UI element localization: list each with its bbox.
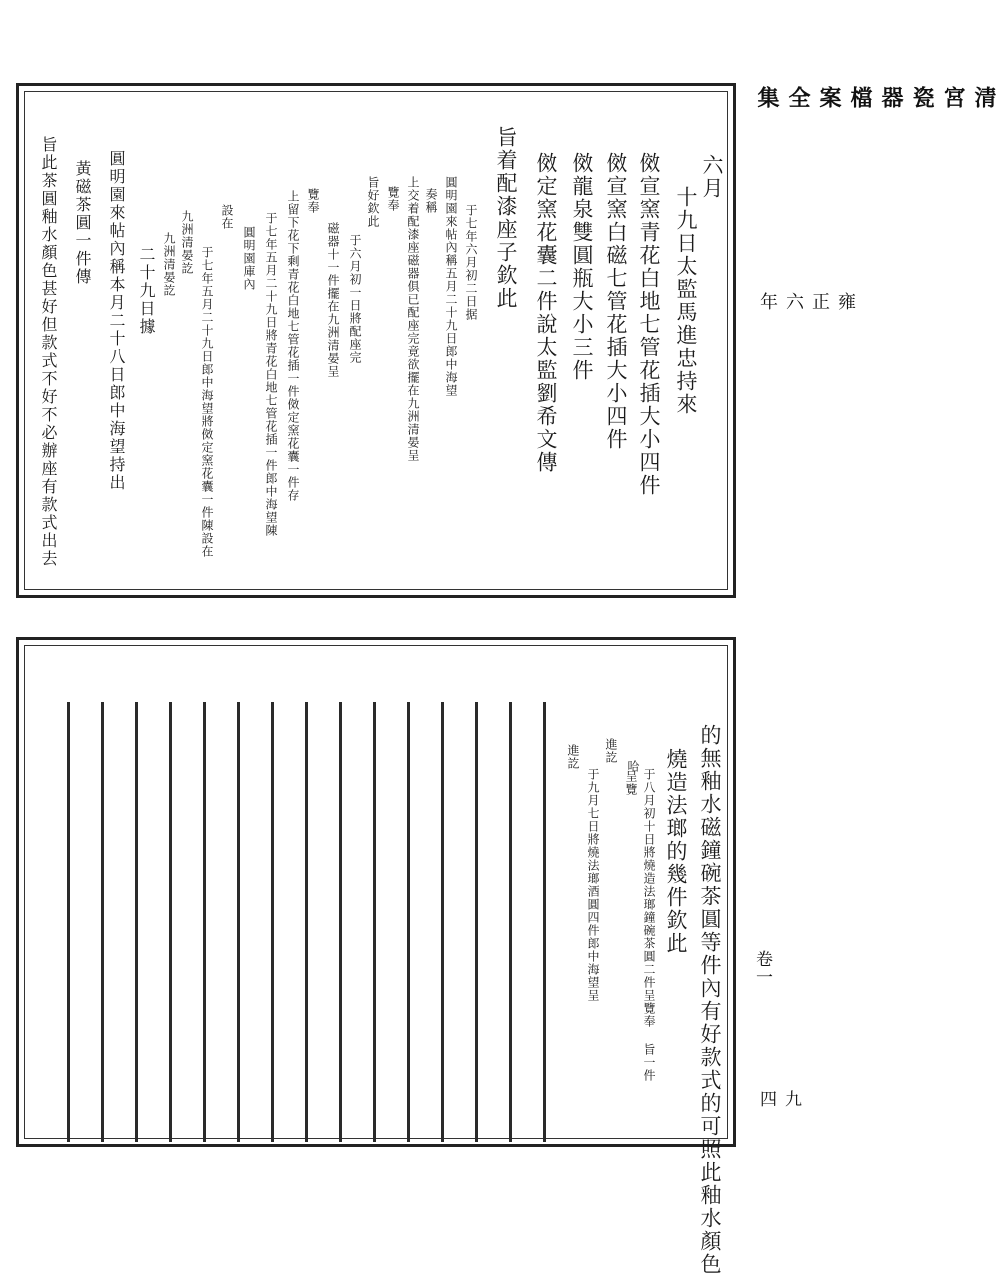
column-rule bbox=[475, 702, 478, 1142]
text-column: 覽奉 bbox=[306, 188, 320, 214]
text-column: 進訖 bbox=[566, 744, 580, 770]
text-column: 傚定窯花囊二件說太監劉希文傳 bbox=[534, 152, 558, 474]
text-column: 設在 bbox=[220, 204, 234, 230]
text-column: 十九日太監馬進忠持來 bbox=[674, 186, 698, 416]
column-rule bbox=[441, 702, 444, 1142]
text-column: 呈覽 bbox=[624, 770, 638, 796]
text-column: 二十九日據 bbox=[137, 246, 156, 336]
text-column: 燒造法瑯的幾件欽此 bbox=[664, 748, 688, 955]
volume-label: 卷一 bbox=[752, 950, 772, 986]
running-footer bbox=[750, 950, 801, 1108]
text-column: 奏稱 bbox=[424, 188, 438, 214]
column-rule bbox=[509, 702, 512, 1142]
page-number: 九四 bbox=[756, 1090, 801, 1108]
text-column: 的無釉水磁鐘碗茶圓等件內有好款式的可照此釉水顏色 bbox=[698, 724, 722, 1276]
text-column: 上交着配漆座磁器俱已配座完竟欲擺在九洲清晏呈 bbox=[406, 176, 420, 462]
text-column: 進訖 bbox=[604, 738, 618, 764]
column-rule bbox=[237, 702, 240, 1142]
page-inner-border bbox=[24, 645, 728, 1139]
text-column: 圓明園來帖內稱五月二十九日郎中海望 bbox=[444, 176, 458, 397]
text-column: 于七年五月二十九日郎中海望將傚定窯花囊一件陳設在 bbox=[200, 246, 214, 558]
text-column: 傚宣窯白磁七管花插大小四件 bbox=[604, 152, 628, 451]
text-column: 旨着配漆座子欽此 bbox=[494, 126, 518, 310]
text-column: 于六月初一日將配座完 bbox=[348, 234, 362, 364]
column-rule bbox=[271, 702, 274, 1142]
text-column: 傚龍泉雙圓瓶大小三件 bbox=[570, 152, 594, 382]
reign-label: 雍正六年 bbox=[757, 292, 856, 311]
text-column: 圓明園庫內 bbox=[242, 226, 256, 291]
text-column: 上留下花下剩青花白地七管花插一件傚定窯花囊一件存 bbox=[286, 190, 300, 502]
text-column: 傚宣窯青花白地七管花插大小四件 bbox=[637, 152, 661, 497]
manuscript-page-upper bbox=[16, 83, 736, 598]
book-title: 清宮瓷器檔案全集 bbox=[754, 86, 997, 109]
text-column: 于七年五月二十九日將青花白地七管花插一件郎中海望陳 bbox=[264, 212, 278, 537]
column-rule bbox=[339, 702, 342, 1142]
text-column: 于七年六月初二日据 bbox=[464, 204, 478, 321]
text-column: 九洲清晏訖 bbox=[180, 210, 194, 275]
column-rule bbox=[305, 702, 308, 1142]
text-column: 旨此茶圓釉水顏色甚好但款式不好不必辦座有款式出去 bbox=[39, 136, 58, 568]
column-rule bbox=[203, 702, 206, 1142]
text-column: 哈 bbox=[626, 760, 640, 773]
column-rule bbox=[543, 702, 546, 1142]
text-column: 旨好欽此 bbox=[366, 176, 380, 228]
column-rule bbox=[373, 702, 376, 1142]
text-column: 覽奉 bbox=[386, 186, 400, 212]
column-rule bbox=[67, 702, 70, 1142]
text-column: 磁器十一件擺在九洲清晏呈 bbox=[326, 222, 340, 378]
text-column: 圓明園來帖內稱本月二十八日郎中海望持出 bbox=[107, 150, 126, 492]
text-column: 黃磁茶圓一件傳 bbox=[73, 160, 92, 286]
text-column: 九洲清晏訖 bbox=[162, 232, 176, 297]
column-rule bbox=[407, 702, 410, 1142]
manuscript-page-lower bbox=[16, 637, 736, 1276]
text-column: 于八月初十日將燒造法瑯鐘碗茶圓二件呈覽奉 旨一件 bbox=[642, 768, 656, 1082]
text-column: 六月 bbox=[700, 154, 724, 200]
text-column: 于九月七日將燒法瑯酒圓四件郎中海望呈 bbox=[586, 768, 600, 1002]
column-rule bbox=[101, 702, 104, 1142]
column-rule bbox=[169, 702, 172, 1142]
column-rule bbox=[135, 702, 138, 1142]
